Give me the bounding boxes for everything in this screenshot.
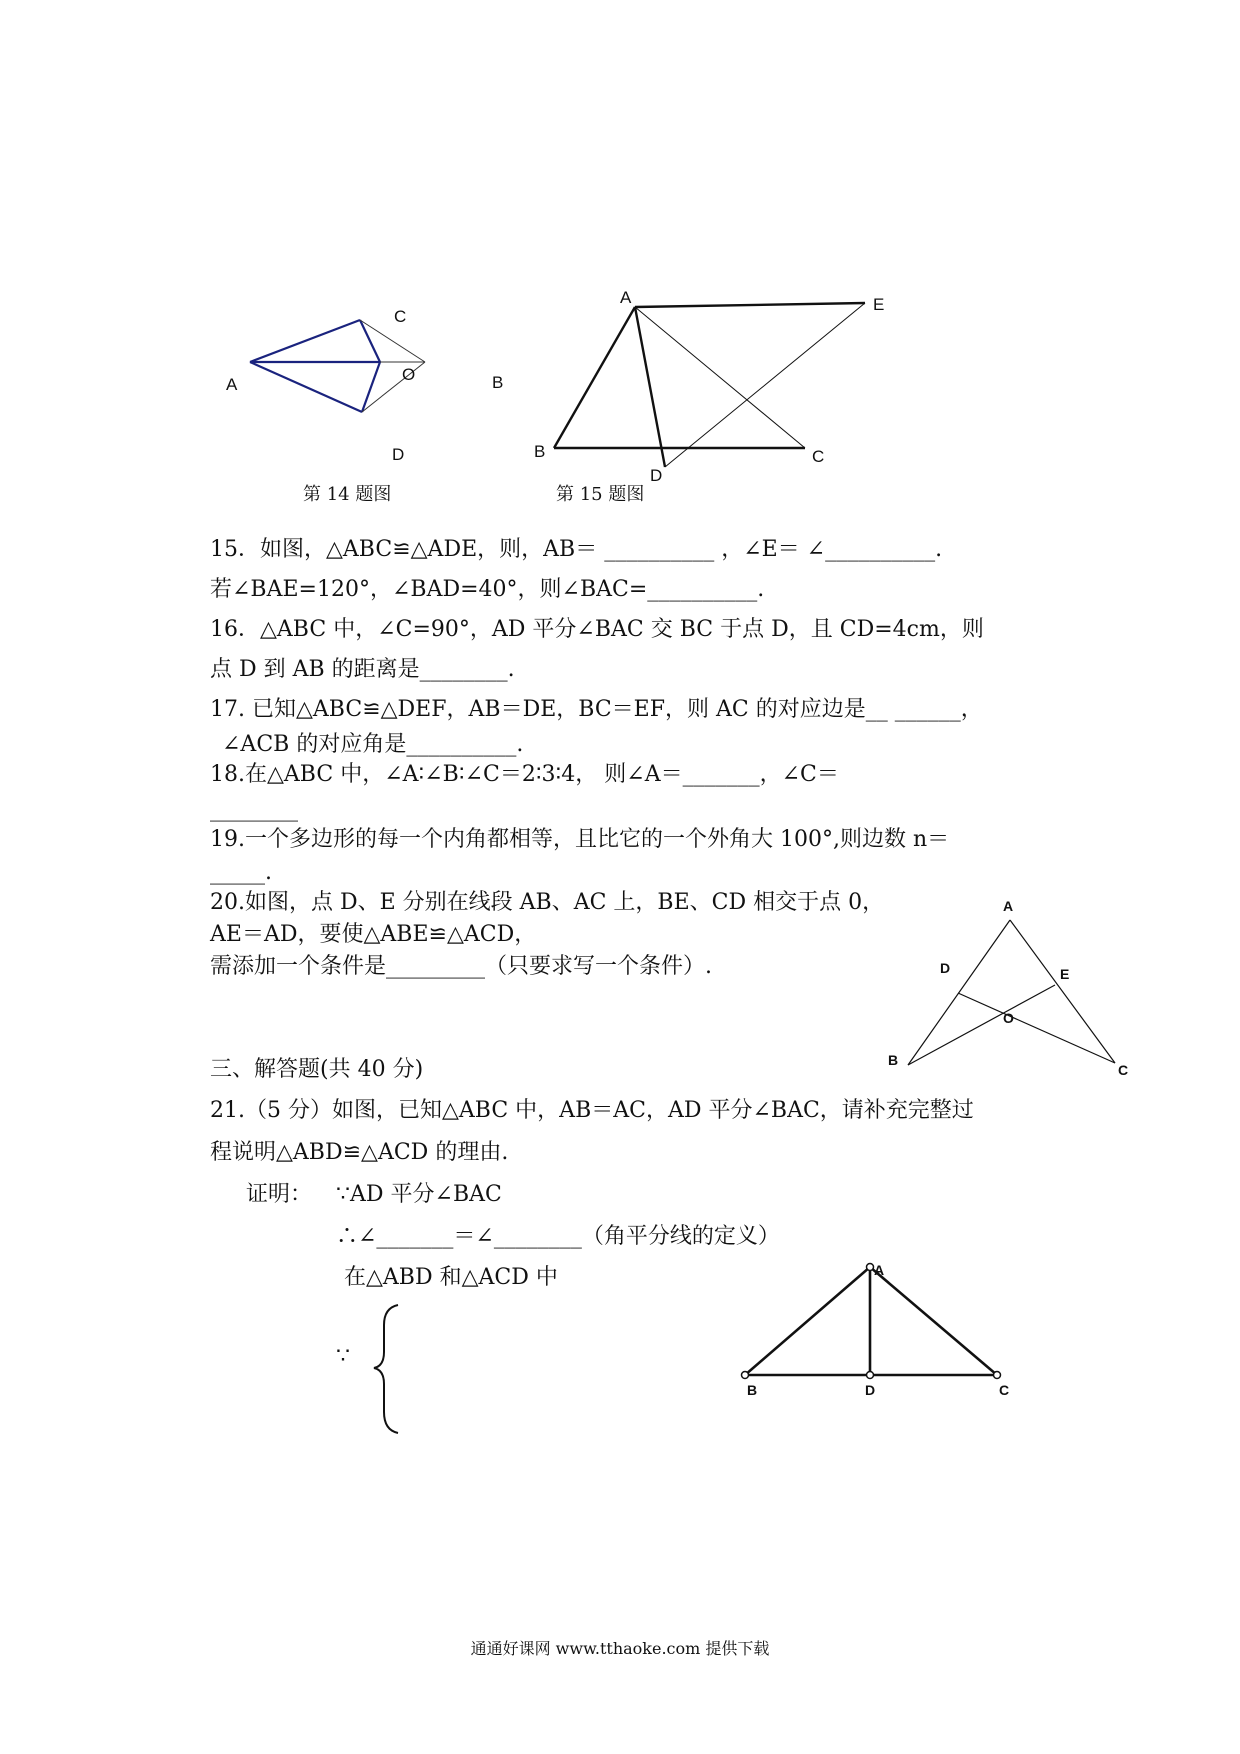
label-a: A <box>226 375 238 394</box>
label-c: C <box>812 447 825 466</box>
label-a: A <box>620 288 632 307</box>
label-o: O <box>402 365 416 384</box>
figure-21 <box>735 1255 1025 1405</box>
figure-14 <box>220 300 520 480</box>
footer: 通通好课网 www.tthaoke.com 提供下载 <box>470 1639 770 1658</box>
proof-line-2: ∴∠_______＝∠________（角平分线的定义） <box>336 1224 780 1249</box>
label-b: B <box>747 1382 758 1398</box>
label-c: C <box>1118 1062 1129 1078</box>
question-19-line1: 19.一个多边形的每一个内角都相等，且比它的一个外角大 100°,则边数 n＝ <box>210 827 950 852</box>
label-o: O <box>1003 1010 1014 1026</box>
question-20-line2: AE＝AD，要使△ABE≌△ACD， <box>210 922 537 947</box>
label-b: B <box>888 1052 899 1068</box>
proof-line-1: ∵AD 平分∠BAC <box>336 1182 502 1207</box>
question-20-line3: 需添加一个条件是_________（只要求写一个条件）. <box>210 954 712 979</box>
section-3-heading: 三、解答题(共 40 分) <box>210 1057 424 1082</box>
label-d: D <box>865 1382 876 1398</box>
proof-because-symbol: ∵ <box>336 1344 350 1369</box>
proof-line-3: 在△ABD 和△ACD 中 <box>344 1265 558 1290</box>
segment-ad <box>250 362 362 412</box>
question-19-line2: _____. <box>210 860 272 885</box>
question-16-line2: 点 D 到 AB 的距离是________. <box>210 657 515 682</box>
question-17-line1: 17. 已知△ABC≌△DEF，AB＝DE，BC＝EF，则 AC 的对应边是__ ______， <box>210 697 983 722</box>
label-d: D <box>650 466 663 485</box>
proof-label: 证明： <box>246 1182 313 1207</box>
figure-15-caption: 第 15 题图 <box>556 484 645 505</box>
label-d: D <box>392 445 405 464</box>
label-d: D <box>940 960 951 976</box>
label-c: C <box>999 1382 1010 1398</box>
label-b: B <box>534 442 546 461</box>
label-b: B <box>492 373 504 392</box>
label-e: E <box>1060 966 1070 982</box>
figure-20 <box>880 895 1140 1095</box>
figure-15 <box>530 285 910 485</box>
question-15-line2: 若∠BAE=120°，∠BAD=40°，则∠BAC=__________. <box>210 577 765 602</box>
question-17-line2: ∠ACB 的对应角是__________. <box>222 732 524 757</box>
label-a: A <box>874 1262 885 1278</box>
question-16-line1: 16．△ABC 中，∠C=90°，AD 平分∠BAC 交 BC 于点 D，且 CD=4cm，则 <box>210 617 984 642</box>
label-e: E <box>873 295 885 314</box>
segment-ac <box>250 320 360 362</box>
label-c: C <box>394 307 407 326</box>
brace <box>370 1300 410 1440</box>
label-a: A <box>1003 898 1014 914</box>
question-18-line2: ________ <box>210 797 298 822</box>
question-18-line1: 18.在△ABC 中，∠A∶∠B∶∠C＝2∶3∶4， 则∠A＝_______，∠C＝ <box>210 762 839 787</box>
question-20-line1: 20.如图，点 D、E 分别在线段 AB、AC 上，BE、CD 相交于点 0， <box>210 890 885 915</box>
figure-14-caption: 第 14 题图 <box>303 484 392 505</box>
figure-14-lines <box>250 320 425 412</box>
question-15-line1: 15．如图，△ABC≌△ADE，则，AB＝ __________ ，∠E＝ ∠__________. <box>210 537 943 562</box>
question-21-line2: 程说明△ABD≌△ACD 的理由. <box>210 1140 509 1165</box>
question-21-line1: 21.（5 分）如图，已知△ABC 中，AB＝AC，AD 平分∠BAC，请补充完整过 <box>210 1098 974 1123</box>
